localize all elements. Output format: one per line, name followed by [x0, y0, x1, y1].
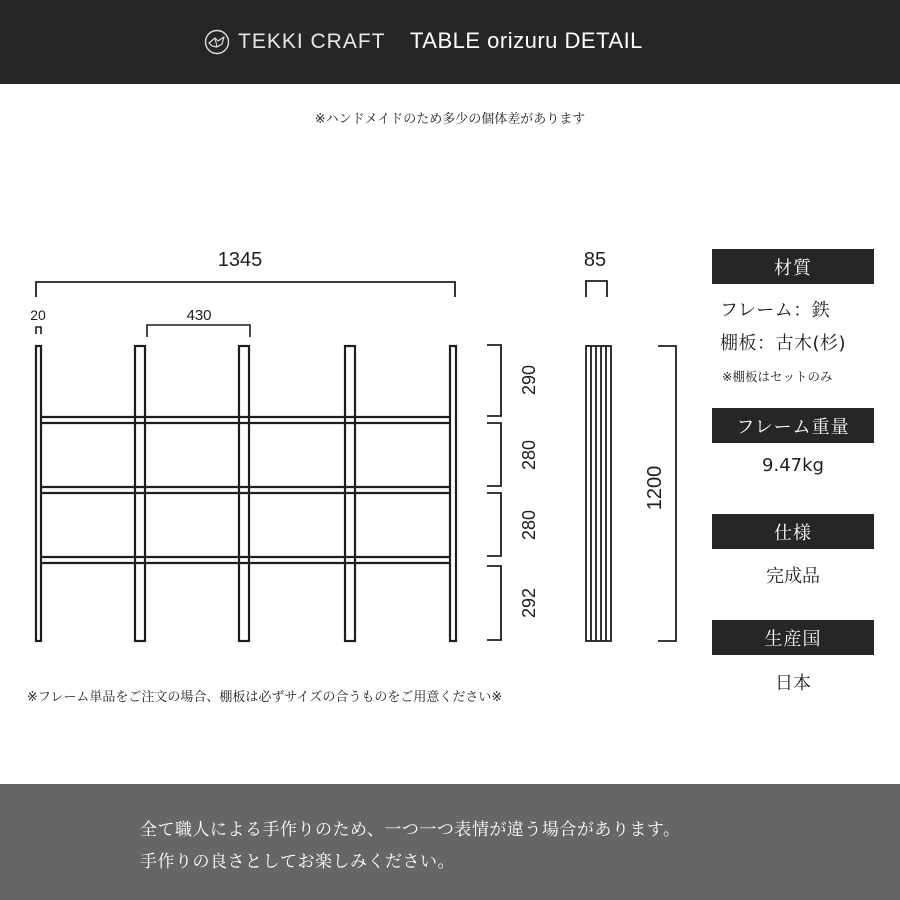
material-frame: フレーム：鉄: [720, 300, 831, 321]
footer-bar: [0, 784, 900, 900]
material-shelf: 棚板：古木(杉): [720, 333, 847, 354]
page-title: TABLE orizuru DETAIL: [410, 28, 643, 53]
weight-value: 9.47kg: [762, 455, 824, 476]
frame-post: [36, 346, 41, 641]
frame-thickness-dimension: [36, 327, 41, 334]
side-view: [586, 346, 611, 641]
tier-1-label: 290: [519, 364, 539, 396]
tier-dimensions: [487, 345, 501, 640]
brand-name: TEKKI CRAFT: [238, 30, 386, 53]
shelf-rails: [41, 417, 450, 563]
footer-line-2: 手作りの良さとしてお楽しみください。: [140, 852, 455, 872]
order-note: ※フレーム単品をご注文の場合、棚板は必ずサイズの合うものをご用意ください※: [27, 690, 503, 705]
material-note: ※棚板はセットのみ: [722, 369, 833, 384]
frame-post: [450, 346, 456, 641]
origin-value: 日本: [775, 673, 811, 694]
tier-4-label: 292: [519, 587, 539, 619]
weight-label: フレーム重量: [712, 408, 874, 443]
height-total-label: 1200: [644, 465, 666, 511]
bay-width-dimension: [147, 325, 250, 337]
depth-dimension: [586, 281, 607, 297]
tier-2-label: 280: [519, 439, 539, 471]
front-view: [36, 346, 456, 641]
handmade-note: ※ハンドメイドのため多少の個体差があります: [314, 112, 586, 127]
depth-label: 85: [583, 249, 607, 271]
frame-thickness-label: 20: [30, 307, 46, 323]
material-label: 材質: [712, 249, 874, 284]
footer-line-1: 全て職人による手作りのため、一つ一つ表情が違う場合があります。: [140, 820, 681, 840]
origin-label: 生産国: [712, 620, 874, 655]
width-total-label: 1345: [217, 249, 263, 271]
tier-3-label: 280: [519, 509, 539, 541]
spec-value: 完成品: [766, 566, 820, 587]
spec-label: 仕様: [712, 514, 874, 549]
width-dimension: [36, 282, 455, 297]
bay-width-label: 430: [186, 307, 212, 324]
